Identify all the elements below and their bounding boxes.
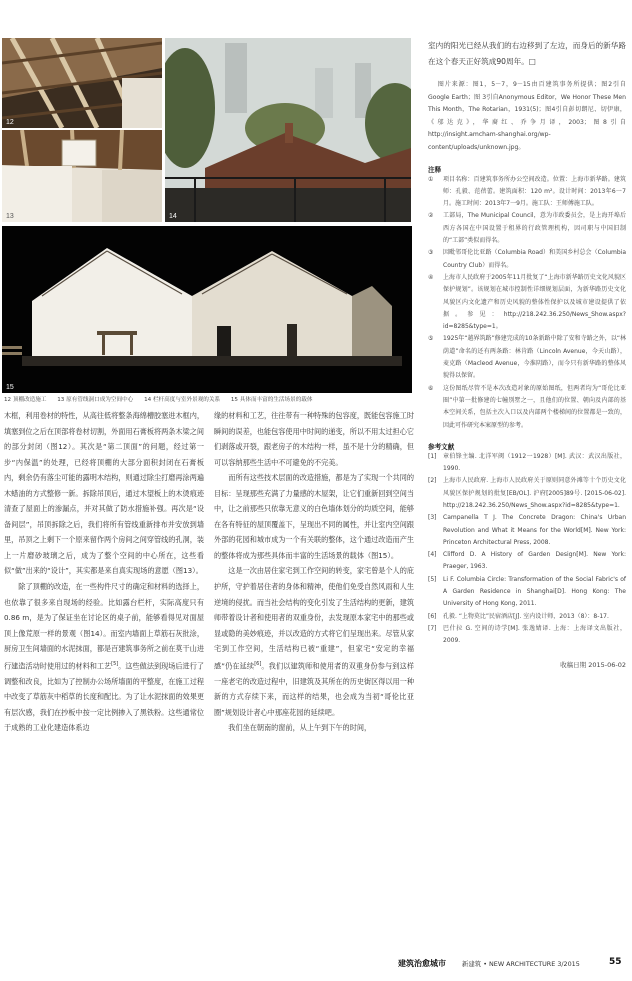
paragraph: 而所有这些技术层面的改造措施，都是为了实现一个共同的目标：呈现那些充满了力量感的木屋架，让它们重新回到空间当中，让之前那些只依靠无意义的白色墙体划分的均质空间，能够在各有特征的屋顶覆盖下，呈现出不同的属性，并让室内空间跟外部的花园和城市成为一个有关联的整体，这个通过改造而产生的整体将成为那些具体而丰富的生活场景的载体（图15）。 bbox=[214, 473, 414, 560]
photo-number: 15 bbox=[6, 384, 14, 391]
reference-mark: [5] bbox=[111, 660, 119, 667]
end-mark: □ bbox=[528, 56, 536, 66]
paragraph-text: 室内的阳光已经从我们的右边移到了左边，而身后的新华路在这个春天正好筑成90周年。 bbox=[428, 41, 626, 66]
caption-14: 14 栏杆高度与室外景观的关系 bbox=[144, 397, 221, 403]
image-sources: 图片来源：图1，5－7，9－15由百建筑事务所提供；图2引自Google Earth；图 3引自Anonymous Editor，We Honor These Men This Month，The Rotarian，1931(5)；图4引自彭切朗尼、切伊康，《邬达克》，华裔红、乔争月译，2003；图8引自http://insight.amcham-shanghai.org/wp-content/uploads/unknown.jpg。 bbox=[428, 81, 626, 151]
note-marker: ⑥ bbox=[428, 384, 434, 392]
note-item bbox=[428, 272, 626, 333]
rooftop-landscape-illustration bbox=[165, 38, 411, 222]
paragraph: 木框，利用卷材的特性，从高往低将整条海绵槽胶塞进木框内，填塞到位之后在顶部将卷材切割，外面用石膏板将两条木梁之间的部分封闭（图12）。其次是“第二顶面”的问题，经过第一步“内保温”的处理，已经将顶棚的大部分面积封闭在石膏板内，剩余仍有落尘可能的露明木结构，则通过除尘打磨再涂两遍木蜡油的方式整修一新。拆除吊顶后，通过木望板上的木烫痕迹清查了屋面上的渗漏点，并对其做了防水措施补强。再次是“设备间层”，吊顶拆除之后，我们将所有管线重新排布并安放到墙里，吊顶之上剩下一个原来留作两个房间之间穿管线的孔洞，装上一片磨砂玻璃之后，成为了整个空间的中心所在，这些看似“做”出来的“设计”，其实都是来自真实现场的意愿（图13）。 bbox=[4, 411, 204, 576]
note-text: 这份图纸尽管不是本次改造对象的原始图纸，但两者均为“哥伦比亚圈”中第一批修建的七幢别墅之一，且他们的位置、朝向及内部的基本空间关系，包括主次入口以及内部两个楼梯间的位置都是一致的，因此可作研究本案原型的参考。 bbox=[443, 384, 626, 429]
notes-title: 注释 bbox=[428, 165, 442, 174]
reference-item bbox=[428, 451, 626, 476]
note-marker: ④ bbox=[428, 273, 434, 281]
paragraph: 我们坐在朝南的窗前，从上午到下午的时间， bbox=[228, 723, 372, 733]
figure-captions bbox=[4, 395, 412, 403]
caption-15: 15 具体而丰富的生活场景的载体 bbox=[230, 397, 313, 403]
reference-item bbox=[428, 549, 626, 574]
note-item bbox=[428, 247, 626, 272]
page-number: 55 bbox=[609, 957, 622, 967]
references-list bbox=[428, 451, 626, 648]
note-item bbox=[428, 383, 626, 432]
photo-12-roof-construction bbox=[2, 38, 162, 128]
reference-item bbox=[428, 574, 626, 611]
note-item bbox=[428, 333, 626, 382]
reference-marker: [3] bbox=[428, 514, 437, 522]
note-text: 因毗邻哥伦比亚路（Columbia Road）和美国乡村总会（Columbia Country Club）而得名。 bbox=[443, 249, 626, 269]
note-text: 1925年“越界筑路”修建完成的10条新路中除了安和寺路之外，以“林荫道”命名的还有两条路：林肯路（Lincoln Avenue，今天山路），麦克路（Macleod Avenue，今淮阴路），而今只有新华路的整体风貌得以保留。 bbox=[443, 335, 626, 380]
reference-marker: [5] bbox=[428, 575, 437, 583]
note-marker: ③ bbox=[428, 249, 434, 257]
reference-marker: [7] bbox=[428, 624, 437, 632]
reference-text: Li F. Columbia Circle: Transformation of the Social Fabric's of A Garden Residence in Shanghai[D]. Hong Kong: The University of Hong Kong, 2011. bbox=[443, 575, 626, 608]
reference-marker: [4] bbox=[428, 551, 437, 559]
note-marker: ⑤ bbox=[428, 335, 434, 343]
photo-number: 13 bbox=[6, 213, 14, 220]
reference-text: 章伯锋主编. 北洋军阀（1912一1928）[M]. 武汉：武汉出版社，1990. bbox=[443, 452, 626, 473]
night-interior-illustration bbox=[2, 226, 412, 393]
photo-15-living-scene bbox=[2, 226, 412, 393]
references-title: 参考文献 bbox=[428, 442, 455, 451]
roof-truss-illustration bbox=[2, 38, 162, 128]
body-column-left bbox=[4, 408, 204, 736]
page-footer bbox=[0, 958, 632, 972]
reference-item bbox=[428, 623, 626, 648]
caption-12: 12 顶棚改造施工 bbox=[4, 397, 47, 403]
journal-name: 新建筑 • NEW ARCHITECTURE 3/2015 bbox=[462, 960, 580, 968]
skylight-room-illustration bbox=[2, 130, 162, 222]
photo-number: 12 bbox=[6, 119, 14, 126]
reference-text: Clifford D. A History of Garden Design[M]. New York: Praeger, 1963. bbox=[443, 551, 626, 571]
note-text: 上海市人民政府于2005年11月批复了“上海市新华路历史文化风貌区保护规划”。该规划在城市控制性详细规划层面，为新华路历史文化风貌区内文化遗产和历史风貌的整体性保护以及城市建设提供了依据。参见：http://218.242.36.250/News_Show.aspx?id=8285&type=1。 bbox=[443, 273, 626, 331]
received-date: 收稿日期 2015-06-02 bbox=[560, 660, 626, 669]
paragraph: 缘的材料和工艺，往往带有一种特殊的包容度，既能包容施工时瞬间的误差，也能包容使用中时间的递变，所以不用太过担心它们剥落或开裂，跟老房子的木结构一样，虽不是十分的精确，但可以容纳那些生活中不可避免的不完美。 bbox=[214, 411, 414, 467]
caption-13: 13 原有管线洞口成为空间中心 bbox=[57, 397, 134, 403]
reference-text: Campanella T J. The Concrete Dragon: China's Urban Revolution and What it Means for the World[M]. New York: Princeton Architectural Press, 2008. bbox=[443, 514, 626, 546]
paragraph-text: 这是一次由居住家宅到工作空间的转变，家宅曾是个人的庇护所，守护着居住者的身体和精神，使他们免受自然风雨和人生逆境的侵扰。而当社会结构的变化引发了生活结构的更新，建筑师带着设计者和使用者的双重身份，去发现原本家宅中的那些或显或隐的美妙痕迹，并以改造的方式将它们呈现出来。尽管从家宅到工作空间，生活结构已被“重建”，但家宅“安定的幸福感”仍在延续 bbox=[214, 566, 414, 671]
note-marker: ① bbox=[428, 175, 434, 183]
reference-marker: [2] bbox=[428, 477, 437, 485]
reference-text: 孔毅. “上物莫比”民宿酒店[J]. 室内设计师，2013（8）：8-17. bbox=[443, 612, 609, 620]
photo-13-skylight-center bbox=[2, 130, 162, 222]
reference-item bbox=[428, 611, 626, 623]
photo-14-terrace-view bbox=[165, 38, 411, 222]
reference-item bbox=[428, 475, 626, 512]
note-item bbox=[428, 210, 626, 247]
note-text: 项目名称：百建筑事务所办公空间改造。位置：上海市新华路。建筑师：孔毅、范蓓蕾。建筑面积：120 m²。设计时间：2013年6一7月。施工时间：2013年7一9月。施工队：王师傅施工队。 bbox=[443, 175, 626, 208]
note-item bbox=[428, 174, 626, 211]
paragraph-text: 。这些做法到现场后进行了调整和改良，比如为了控制办公场所墙面的平整度，在施工过程中改变了草筋灰中稻草的长度和配比。为了让水泥抹面的效果更有层次感，我们在抄板中按一定比例掺入了黑铁粉。这些通常位于成熟的工业化建造体系边 bbox=[4, 661, 204, 733]
body-column-middle bbox=[214, 408, 414, 736]
reference-marker: [1] bbox=[428, 452, 437, 460]
reference-marker: [6] bbox=[428, 612, 437, 620]
reference-text: 上海市人民政府. 上海市人民政府关于原则同意外滩等十个历史文化风貌区保护规划的批复[EB/OL]. 沪府[2005]89号. [2015-06-02]. http://218.242.36.250/News_Show.aspx?id=8285&type=1. bbox=[443, 477, 626, 509]
right-column bbox=[428, 38, 626, 669]
reference-text: 巴什拉 G. 空间的诗学[M]. 张逸婧译. 上海：上海译文出版社，2009. bbox=[443, 624, 626, 645]
paragraph bbox=[4, 579, 204, 736]
photo-number: 14 bbox=[169, 213, 177, 220]
reference-mark: [6] bbox=[254, 660, 262, 667]
paragraph-text: 除了顶棚的改造，在一些构件尺寸的确定和材料的选择上，也依靠了很多来自现场的经验。比如露台栏杆，实际高度只有0.86 m，是为了保证坐在讨论区的桌子前，能够看得见对面屋顶上像荒原一样的景观（图14）。而室内墙面上草筋石灰批涂，厨房卫生间墙面的水泥抹面，都是百建筑事务所之前在莫干山进行建造活动时使用过的材料和工艺 bbox=[4, 582, 204, 671]
closing-paragraph bbox=[428, 38, 626, 69]
notes-list bbox=[428, 174, 626, 432]
reference-item bbox=[428, 512, 626, 549]
note-marker: ② bbox=[428, 212, 434, 220]
section-name: 建筑治愈城市 bbox=[398, 958, 446, 968]
paragraph-text: 。我们以建筑师和使用者的双重身份参与到这样一座老宅的改造过程中，旧建筑及其所在的历史街区得以用一种新的方式存续下来，而这样的结果，也会成为当初“哥伦比亚圈”规划设计者心中那座花园的延续吧。 bbox=[214, 661, 414, 717]
paragraph bbox=[214, 563, 414, 720]
note-text: 工部局，The Municipal Council，意为市政委员会，是上海开埠后西方各国在中国设置于租界的行政管理机构，因司职与中国旧制的“工部”类似而得名。 bbox=[443, 212, 626, 245]
